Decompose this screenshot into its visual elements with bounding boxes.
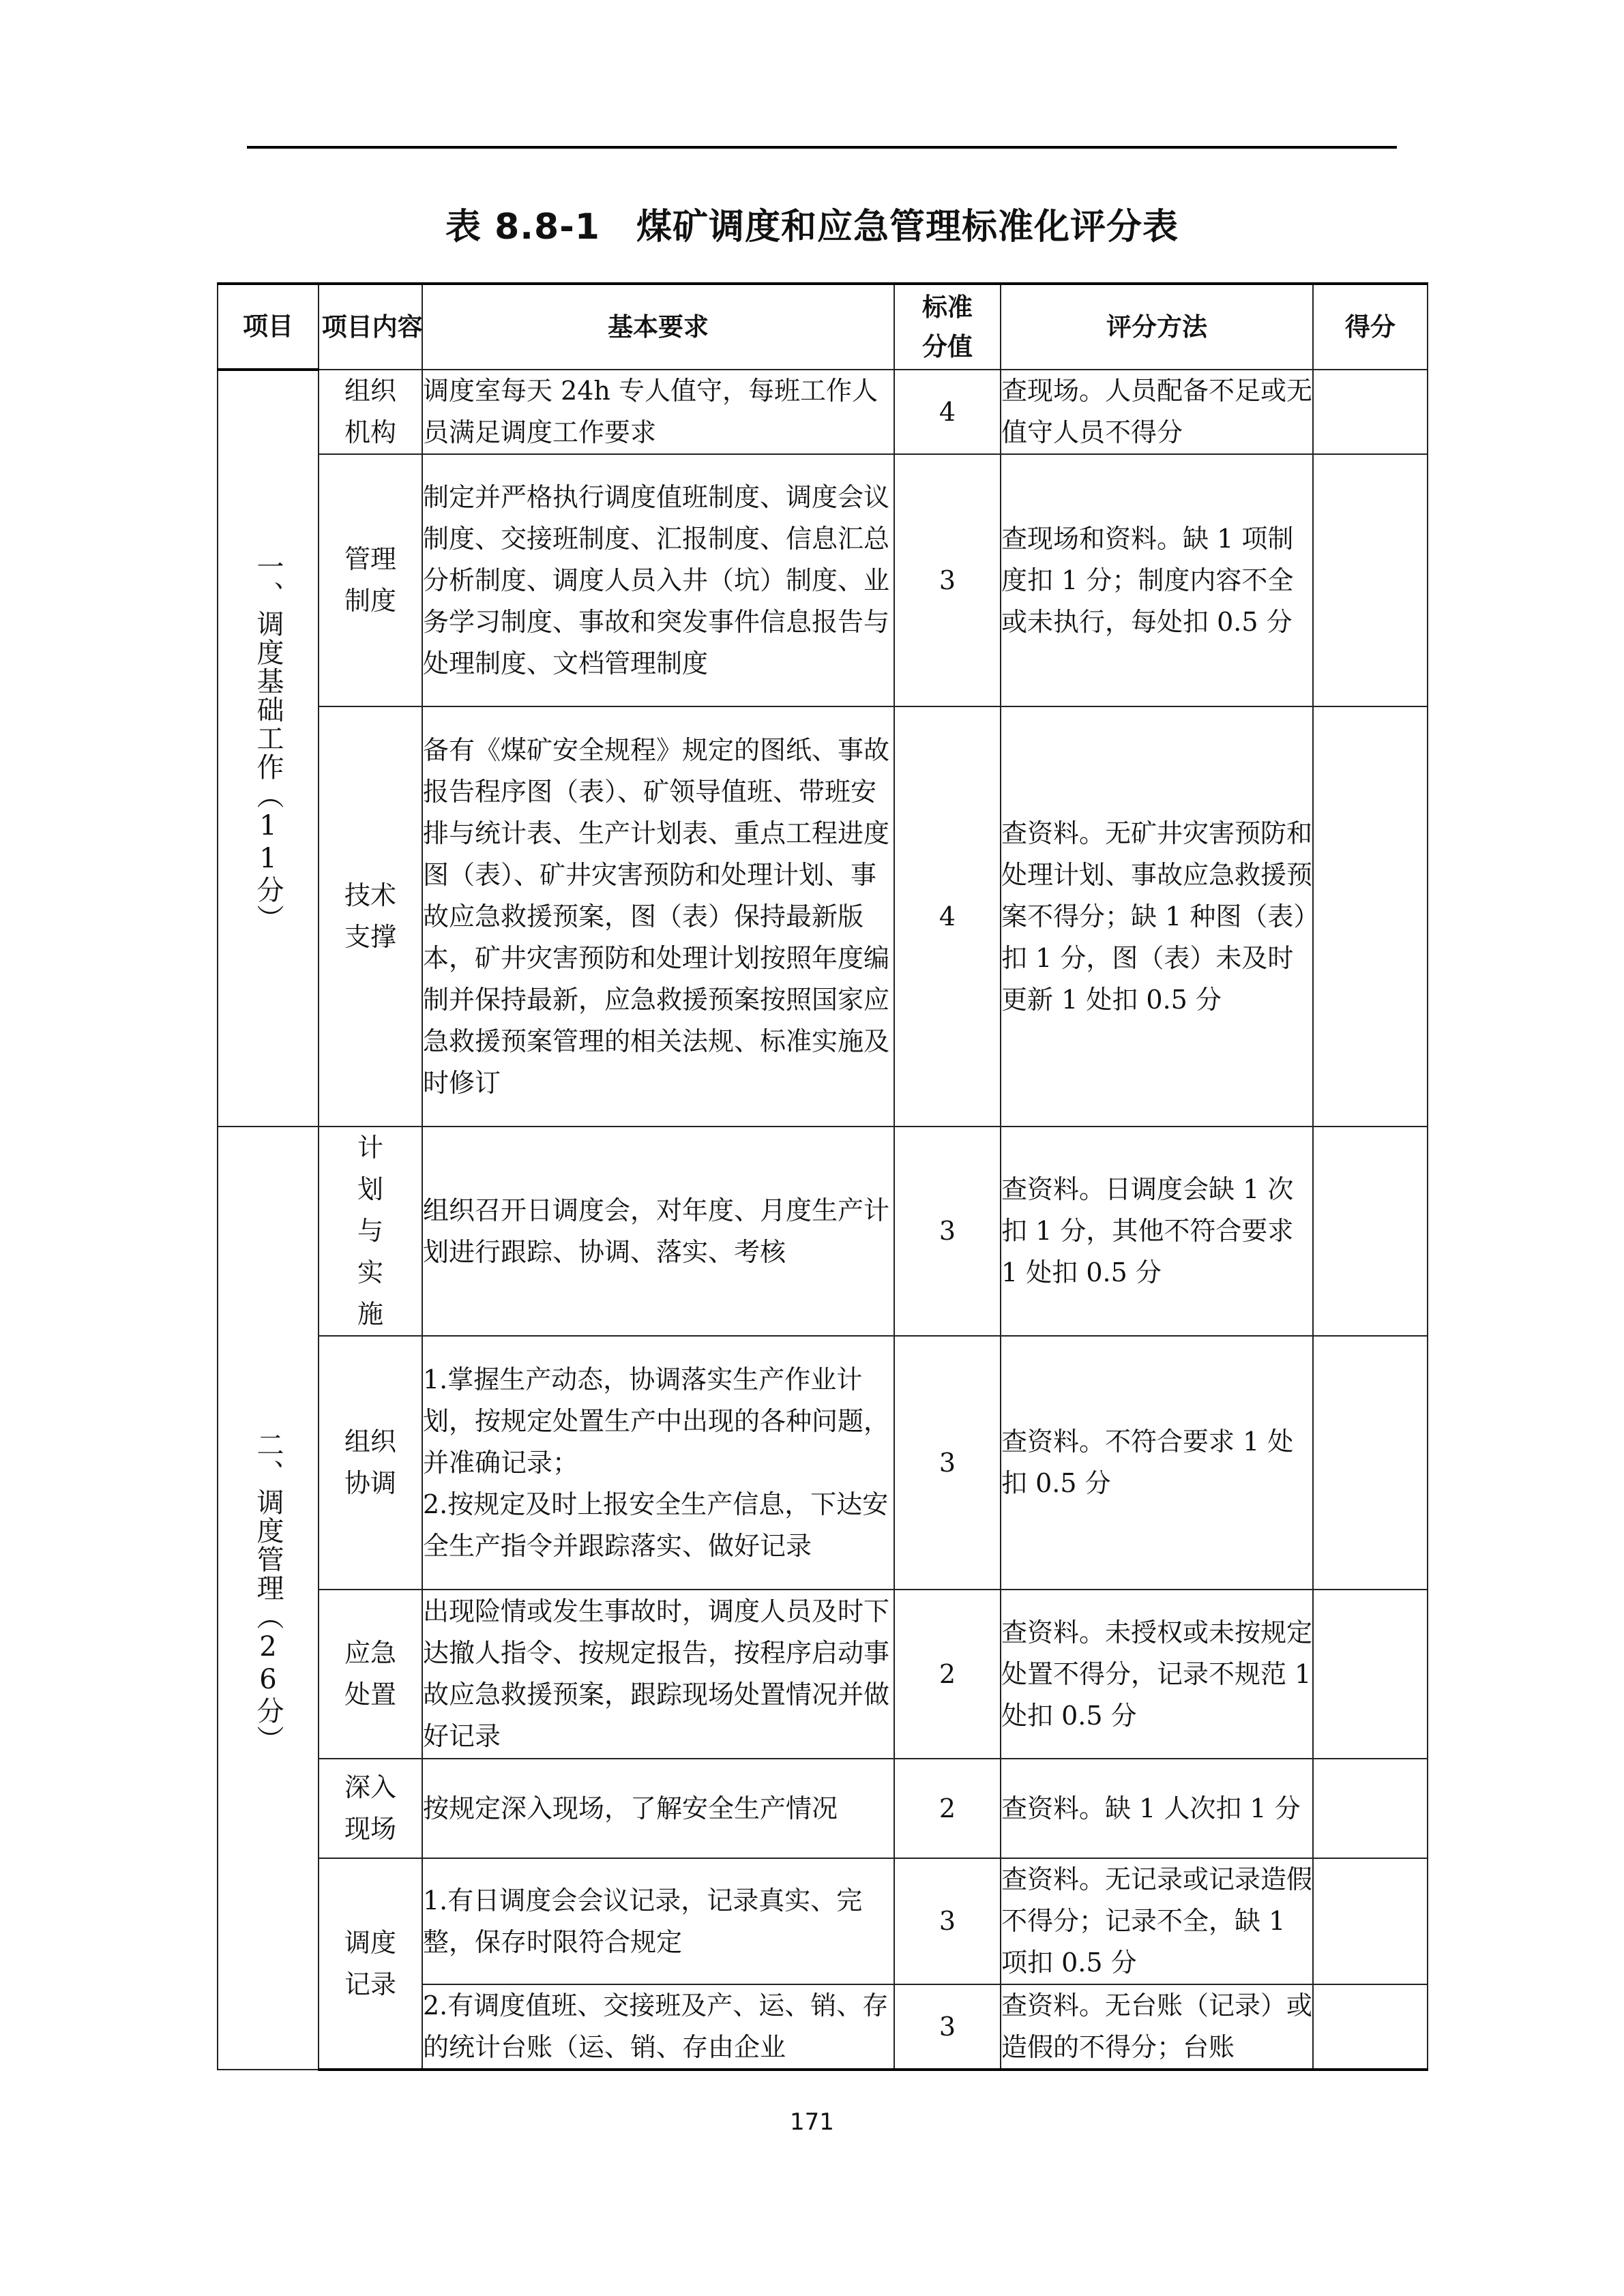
score-cell: 2 — [894, 1759, 1001, 1858]
section-item-2: 二、调度管理（26分） — [218, 1127, 319, 2070]
table-row — [218, 1759, 1428, 1858]
result-cell — [1313, 1759, 1428, 1858]
method-cell: 查资料。无记录或记录造假不得分；记录不全，缺 1 项扣 0.5 分 — [1001, 1858, 1313, 1984]
content-cell: 应急处置 — [319, 1590, 422, 1759]
content-cell: 管理制度 — [319, 454, 422, 706]
method-cell: 查资料。未授权或未按规定处置不得分，记录不规范 1 处扣 0.5 分 — [1001, 1590, 1313, 1759]
requirement-cell: 组织召开日调度会，对年度、月度生产计划进行跟踪、协调、落实、考核 — [422, 1127, 894, 1336]
score-cell: 3 — [894, 1984, 1001, 2070]
requirement-cell: 调度室每天 24h 专人值守，每班工作人员满足调度工作要求 — [422, 370, 894, 454]
content-cell: 技术支撑 — [319, 706, 422, 1127]
content-cell: 组织协调 — [319, 1336, 422, 1590]
requirement-line: 2.按规定及时上报安全生产信息，下达安全生产指令并跟踪落实、做好记录 — [423, 1489, 889, 1561]
result-cell — [1313, 1127, 1428, 1336]
requirement-cell — [422, 1336, 894, 1590]
content-cell: 组织机构 — [319, 370, 422, 454]
result-cell — [1313, 706, 1428, 1127]
header-score: 标准分值 — [894, 284, 1001, 370]
table-row — [218, 1127, 1428, 1336]
header-requirement: 基本要求 — [422, 284, 894, 370]
requirement-cell: 1.有日调度会会议记录，记录真实、完整，保存时限符合规定 — [422, 1858, 894, 1984]
score-cell: 3 — [894, 1127, 1001, 1336]
result-cell — [1313, 454, 1428, 706]
content-cell: 调度记录 — [319, 1858, 422, 2070]
table-header-row — [218, 284, 1428, 370]
scoring-table — [217, 282, 1428, 2071]
score-cell: 3 — [894, 1858, 1001, 1984]
header-item: 项目 — [218, 284, 319, 370]
table-row — [218, 454, 1428, 706]
method-cell: 查现场。人员配备不足或无值守人员不得分 — [1001, 370, 1313, 454]
table-row — [218, 1858, 1428, 1984]
requirement-line: 1.掌握生产动态，协调落实生产作业计划，按规定处置生产中出现的各种问题，并准确记录； — [423, 1364, 890, 1478]
requirement-cell: 按规定深入现场，了解安全生产情况 — [422, 1759, 894, 1858]
table-row — [218, 370, 1428, 454]
table-row — [218, 1590, 1428, 1759]
result-cell — [1313, 1336, 1428, 1590]
result-cell — [1313, 370, 1428, 454]
requirement-cell: 制定并严格执行调度值班制度、调度会议制度、交接班制度、汇报制度、信息汇总分析制度、调度人员入井（坑）制度、业务学习制度、事故和突发事件信息报告与处理制度、文档管理制度 — [422, 454, 894, 706]
header-method: 评分方法 — [1001, 284, 1313, 370]
method-cell: 查现场和资料。缺 1 项制度扣 1 分；制度内容不全或未执行，每处扣 0.5 分 — [1001, 454, 1313, 706]
header-result: 得分 — [1313, 284, 1428, 370]
page-number: 171 — [790, 2108, 834, 2136]
method-cell: 查资料。无台账（记录）或造假的不得分；台账 — [1001, 1984, 1313, 2070]
section-item-1: 一、调度基础工作（11分） — [218, 370, 319, 1127]
method-cell: 查资料。缺 1 人次扣 1 分 — [1001, 1759, 1313, 1858]
requirement-cell: 备有《煤矿安全规程》规定的图纸、事故报告程序图（表）、矿领导值班、带班安排与统计表、生产计划表、重点工程进度图（表）、矿井灾害预防和处理计划、事故应急救援预案，图（表）保持最新版本，矿井灾害预防和处理计划按照年度编制并保持最新，应急救援预案按照国家应急救援预案管理的相关法规、标准实施及时修订 — [422, 706, 894, 1127]
method-cell: 查资料。无矿井灾害预防和处理计划、事故应急救援预案不得分；缺 1 种图（表）扣 1 分，图（表）未及时更新 1 处扣 0.5 分 — [1001, 706, 1313, 1127]
result-cell — [1313, 1590, 1428, 1759]
content-cell: 计划与实施 — [319, 1127, 422, 1336]
score-cell: 4 — [894, 370, 1001, 454]
result-cell — [1313, 1984, 1428, 2070]
method-cell: 查资料。日调度会缺 1 次扣 1 分，其他不符合要求 1 处扣 0.5 分 — [1001, 1127, 1313, 1336]
score-cell: 4 — [894, 706, 1001, 1127]
table-row — [218, 706, 1428, 1127]
score-cell: 2 — [894, 1590, 1001, 1759]
result-cell — [1313, 1858, 1428, 1984]
method-cell: 查资料。不符合要求 1 处扣 0.5 分 — [1001, 1336, 1313, 1590]
score-cell: 3 — [894, 454, 1001, 706]
header-rule — [247, 146, 1397, 149]
content-cell: 深入现场 — [319, 1759, 422, 1858]
table-row — [218, 1336, 1428, 1590]
page-title: 表 8.8-1 煤矿调度和应急管理标准化评分表 — [445, 207, 1179, 248]
score-cell: 3 — [894, 1336, 1001, 1590]
requirement-cell: 2.有调度值班、交接班及产、运、销、存的统计台账（运、销、存由企业 — [422, 1984, 894, 2070]
requirement-cell: 出现险情或发生事故时，调度人员及时下达撤人指令、按规定报告，按程序启动事故应急救援预案，跟踪现场处置情况并做好记录 — [422, 1590, 894, 1759]
header-content: 项目内容 — [319, 284, 422, 370]
